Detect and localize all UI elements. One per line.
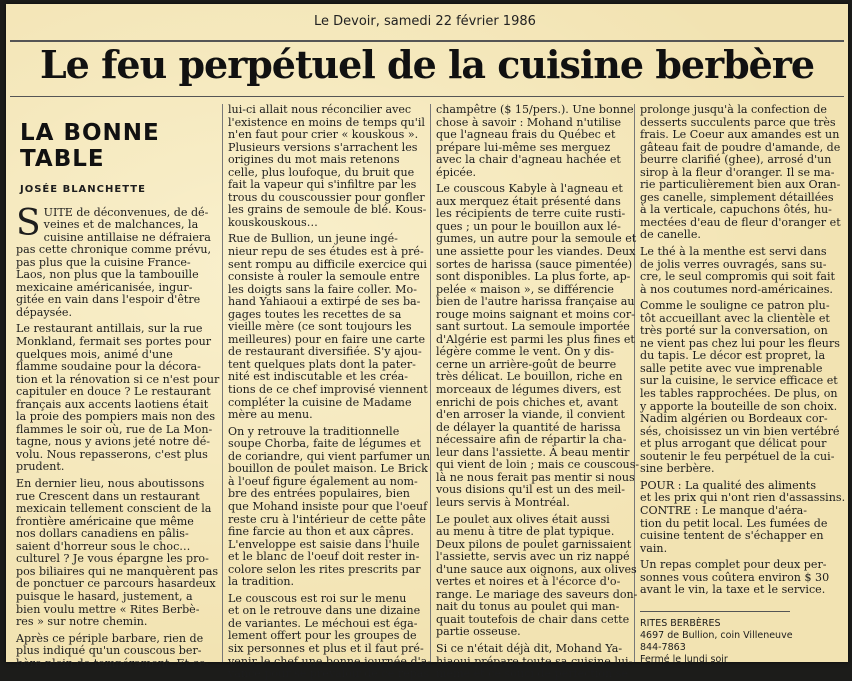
text-line: lui-ci allait nous réconcilier avec xyxy=(228,103,412,116)
text-line: Le thé à la menthe est servi dans xyxy=(640,245,827,259)
text-line: POUR : La qualité des aliments xyxy=(640,478,817,492)
text-line: flamme soudaine pour la décora- xyxy=(16,360,201,374)
text-line: cerne un arrière-goût de beurre xyxy=(436,357,617,371)
text-line: sirop à la fleur d'oranger. Il se ma- xyxy=(640,165,835,179)
text-line: vous disions qu'il est un des meil- xyxy=(436,483,626,497)
text-line: Le poulet aux olives était aussi xyxy=(436,512,610,526)
text-line: chose à savoir : Mohand n'utilise xyxy=(436,115,622,129)
text-line: culturel ? Je vous épargne les pro- xyxy=(16,552,209,566)
article-column-2 xyxy=(228,103,431,681)
text-line: la tradition. xyxy=(228,575,295,589)
text-line: et on le retrouve dans une dizaine xyxy=(228,604,421,618)
text-line: nos dollars canadiens en pâlis- xyxy=(16,527,189,541)
text-line: sine berbère. xyxy=(640,462,715,476)
text-line: Comme le souligne ce patron plu- xyxy=(640,299,830,313)
text-line: prolonge jusqu'à la confection de xyxy=(640,103,827,116)
text-line: sant surtout. La semoule importée xyxy=(436,320,630,334)
text-line: beurre clarifié (ghee), arrosé d'un xyxy=(640,153,832,167)
text-line: gâteau fait de poudre d'amande, de xyxy=(640,140,841,154)
text-line: gumes, un autre pour la semoule et xyxy=(436,232,637,246)
text-line: six personnes et plus et il faut pré- xyxy=(228,641,424,655)
text-line: saient d'horreur sous le choc… xyxy=(16,539,191,553)
text-line: et les prix qui n'ont rien d'assassins. xyxy=(640,491,846,505)
text-line: de délayer la quantité de harissa xyxy=(436,420,621,434)
column-text xyxy=(436,103,640,681)
text-line: à l'oeuf figure également au nom- xyxy=(228,474,418,488)
newspaper-clipping xyxy=(6,4,848,681)
text-line: leur dans l'assiette. À beau mentir xyxy=(436,445,630,459)
text-line: colore selon les rites prescrits par xyxy=(228,562,421,576)
text-line: légère comme le vent. On y dis- xyxy=(436,345,614,359)
text-line: origines du mot mais retenons xyxy=(228,153,400,167)
text-line: Nadim algérien ou Bordeaux cor- xyxy=(640,412,828,426)
text-line: bouillon de poulet maison. Le Brick xyxy=(228,462,428,476)
text-line: volu. Nous repasserons, c'est plus xyxy=(16,447,208,461)
text-line: frontière américaine que même xyxy=(16,514,194,528)
text-line: quait toutefois de chair dans cette xyxy=(436,612,630,626)
text-line: morceaux de légumes divers, est xyxy=(436,383,621,397)
restaurant-info xyxy=(640,618,840,666)
text-line: L'enveloppe est saisie dans l'huile xyxy=(228,537,420,551)
column-text xyxy=(228,103,431,681)
text-line: épicée. xyxy=(436,165,477,179)
restaurant-address: 4697 de Bullion, coin Villeneuve xyxy=(640,629,793,641)
text-line: mexicain tellement conscient de la xyxy=(16,502,212,516)
text-line: lement offert pour les groupes de xyxy=(228,629,417,643)
text-line: cuisine tentent de s'échapper en xyxy=(640,529,824,543)
text-line: tôt accueillant avec la clientèle et xyxy=(640,311,830,325)
text-line: bien de l'autre harissa française au xyxy=(436,295,635,309)
text-line: là ne nous ferait pas mentir si nous xyxy=(436,470,635,484)
text-line: celle, plus loufoque, du bruit que xyxy=(228,165,415,179)
text-line: ges canelle, simplement détaillées xyxy=(640,190,834,204)
column-kicker xyxy=(20,120,216,172)
text-line: Le couscous est roi sur le menu xyxy=(228,591,407,605)
text-line: desserts succulents parce que très xyxy=(640,115,836,129)
text-line: En dernier lieu, nous aboutissons xyxy=(16,477,205,491)
text-line: Monkland, fermait ses portes pour xyxy=(16,335,212,349)
text-line: cre, le seul compromis qui soit fait xyxy=(640,270,835,284)
text-line: frais. Le Coeur aux amandes est un xyxy=(640,128,840,142)
text-line: compléter la cuisine de Madame xyxy=(228,395,412,409)
text-line: kouskouskous… xyxy=(228,215,318,229)
text-line: hiaoui prépare toute sa cuisine lui- xyxy=(436,654,633,668)
article-headline: Le feu perpétuel de la cuisine berbère xyxy=(39,42,815,87)
text-line: gitée en vain dans l'espoir d'être xyxy=(16,293,201,307)
text-line: vance pour se prévaloir de ce repas xyxy=(228,667,430,681)
restaurant-hours: Fermé le lundi soir xyxy=(640,653,728,665)
text-line: ne vient pas chez lui pour les fleurs xyxy=(640,336,840,350)
text-line: avant le vin, la taxe et le service. xyxy=(640,583,826,597)
text-line: les tables rapprochées. De plus, on xyxy=(640,387,838,401)
text-line: nécessaire afin de répartir la cha- xyxy=(436,433,627,447)
kicker-line: LA BONNE xyxy=(20,120,160,146)
text-line: bère plein de tempérament. Et ce- xyxy=(16,656,210,670)
text-line: ques ; un pour le bouillon aux lé- xyxy=(436,219,621,233)
text-line: vertes et noires et à l'écorce d'o- xyxy=(436,575,621,589)
text-line: bre des entrées populaires, bien xyxy=(228,487,410,501)
text-line: nieur repu de ses études est à pré- xyxy=(228,245,424,259)
text-line: leurs servis à Montréal. xyxy=(436,495,570,509)
text-line: à nos coutumes nord-américaines. xyxy=(640,282,833,296)
text-line: que Mohand insiste pour que l'oeuf xyxy=(228,499,428,513)
text-line: vain. xyxy=(640,541,668,555)
column-text xyxy=(16,202,220,671)
text-line: avec la chair d'agneau hachée et xyxy=(436,153,621,167)
text-line: meilleures) pour en faire une carte xyxy=(228,332,426,346)
text-line: Si ce n'était déjà dit, Mohand Ya- xyxy=(436,641,623,655)
text-line: On y retrouve la traditionnelle xyxy=(228,424,400,438)
text-line: et le blanc de l'oeuf doit rester in- xyxy=(228,550,420,564)
text-line: partie osseuse. xyxy=(436,625,521,639)
text-line: tent quelques plats dont la pater- xyxy=(228,357,416,371)
text-line: les grains de semoule de blé. Kous- xyxy=(228,203,427,217)
text-line: à la verticale, capuchons ôtés, hu- xyxy=(640,203,832,217)
text-line: res » sur notre chemin. xyxy=(16,615,148,629)
text-line: pas plus que la cuisine France- xyxy=(16,255,191,269)
text-line: trous du couscoussier pour gonfler xyxy=(228,190,425,204)
text-line: CONTRE : Le manque d'aéra- xyxy=(640,503,808,517)
text-line: d'une sauce aux oignons, aux olives xyxy=(436,562,637,576)
text-line: champêtre ($ 15/pers.). Une bonne xyxy=(436,103,634,116)
text-line: très délicat. Le bouillon, riche en xyxy=(436,370,623,384)
text-line: sont disponibles. La plus forte, ap- xyxy=(436,270,631,284)
text-line: Rue de Bullion, un jeune ingé- xyxy=(228,232,398,246)
text-line: quelques mois, animé d'une xyxy=(16,347,173,361)
text-line: très porté sur la conversation, on xyxy=(640,324,828,338)
text-line: les doigts sans la faire coller. Mo- xyxy=(228,282,417,296)
text-line: sonnes vous coûtera environ $ 30 xyxy=(640,570,830,584)
text-line: venir le chef une bonne journée d'a- xyxy=(228,654,431,668)
text-line: enrichi de pois chiches et, avant xyxy=(436,395,618,409)
text-line: pos biliaires qui ne manquèrent pas xyxy=(16,564,219,578)
text-line: même et ce souci de perfection se xyxy=(436,667,629,681)
text-line: cuisine antillaise ne défraiera xyxy=(43,230,211,244)
text-line: mère au menu. xyxy=(228,408,313,422)
restaurant-name: RITES BERBÈRES xyxy=(640,617,721,629)
text-line: veines et de malchances, la xyxy=(43,218,199,232)
text-line: français aux accents laotiens était xyxy=(16,397,209,411)
text-line: Le couscous Kabyle à l'agneau et xyxy=(436,182,623,196)
text-line: puisque le hasard, justement, a xyxy=(16,589,193,603)
text-line: d'Algérie est parmi les plus fines et xyxy=(436,332,635,346)
text-line: mexicaine américanisée, ingur- xyxy=(16,280,193,294)
text-line: rue Crescent dans un restaurant xyxy=(16,489,200,503)
column-divider xyxy=(430,104,431,662)
text-line: dépaysée. xyxy=(16,305,72,319)
text-line: l'assiette, servis avec un riz nappé xyxy=(436,550,630,564)
text-line: tions de ce chef improvisé viennent xyxy=(228,383,428,397)
text-line: au menu à titre de plat typique. xyxy=(436,525,615,539)
text-line: de ponctuer ce parcours hasardeux xyxy=(16,577,216,591)
text-line: salle petite avec vue imprenable xyxy=(640,361,823,375)
text-line: tagne, nous y avions jeté notre dé- xyxy=(16,435,211,449)
text-line: consiste à rouler la semoule entre xyxy=(228,270,420,284)
text-line: gages toutes les recettes de sa xyxy=(228,307,402,321)
byline: JOSÉE BLANCHETTE xyxy=(20,184,146,195)
text-line: pas cette chronique comme prévu, xyxy=(16,243,212,257)
text-line: fine farcie au thon et aux câpres. xyxy=(228,525,414,539)
text-line: vieille mère (ce sont toujours les xyxy=(228,320,412,334)
text-line: rie particulièrement bien aux Oran- xyxy=(640,178,841,192)
text-line: tion et la rénovation si ce n'est pour xyxy=(16,372,220,386)
text-line: Le restaurant antillais, sur la rue xyxy=(16,322,203,336)
text-line: n'en faut pour crier « kouskous ». xyxy=(228,128,419,142)
article-column-3 xyxy=(436,103,640,681)
text-line: Plusieurs versions s'arrachent les xyxy=(228,140,418,154)
text-line: que l'agneau frais du Québec et xyxy=(436,128,616,142)
drop-cap: S xyxy=(16,202,41,244)
text-line: nait du tonus au poulet qui man- xyxy=(436,600,620,614)
text-line: range. Le mariage des saveurs don- xyxy=(436,587,638,601)
text-line: de variantes. Le méchoui est éga- xyxy=(228,616,418,630)
text-line: Un repas complet pour deux per- xyxy=(640,558,827,572)
kicker-line: TABLE xyxy=(20,146,105,172)
text-line: l'existence en moins de temps qu'il xyxy=(228,115,425,129)
restaurant-phone: 844-7863 xyxy=(640,641,686,653)
text-line: une assiette pour les viandes. Deux xyxy=(436,245,636,259)
text-line: de canelle. xyxy=(640,228,701,242)
text-line: y apporte la bouteille de son choix. xyxy=(640,399,838,413)
text-line: du tapis. Le décor est propret, la xyxy=(640,349,826,363)
text-line: flammes le soir où, rue de La Mon- xyxy=(16,422,213,436)
dateline: Le Devoir, samedi 22 février 1986 xyxy=(314,14,536,29)
text-line: soutenir le feu perpétuel de la cui- xyxy=(640,449,835,463)
text-line: prépare lui-même ses merguez xyxy=(436,140,611,154)
text-line: Après ce périple barbare, rien de xyxy=(16,631,204,645)
text-line: reste cru à l'intérieur de cette pâte xyxy=(228,512,426,526)
text-line: et plus arrogant que délicat pour xyxy=(640,437,827,451)
text-line: sés, choisissez un vin bien vertébré xyxy=(640,424,840,438)
text-line: d'en arroser la viande, il convient xyxy=(436,408,626,422)
text-line: sortes de harissa (sauce pimentée) xyxy=(436,257,633,271)
text-line: mectées d'eau de fleur d'oranger et xyxy=(640,215,841,229)
text-line: qui vient de loin ; mais ce couscous- xyxy=(436,458,640,472)
column-divider xyxy=(222,104,223,662)
text-line: plus indiqué qu'un couscous ber- xyxy=(16,644,202,658)
text-line: de restaurant diversifiée. S'y ajou- xyxy=(228,345,422,359)
text-line: tion du petit local. Les fumées de xyxy=(640,516,828,530)
text-line: Laos, non plus que la tambouille xyxy=(16,268,199,282)
text-line: fait la vapeur qui s'infiltre par les xyxy=(228,178,417,192)
text-line: pelée « maison », se différencie xyxy=(436,282,614,296)
column-text xyxy=(640,103,846,597)
headline-rule xyxy=(10,96,844,97)
text-line: nité est indiscutable et les créa- xyxy=(228,370,409,384)
text-line: UITE de déconvenues, de dé- xyxy=(43,205,209,219)
text-line: de coriandre, qui vient parfumer un xyxy=(228,449,431,463)
text-line: bien voulu mettre « Rites Berbè- xyxy=(16,602,200,616)
text-line: aux merquez était présenté dans xyxy=(436,194,621,208)
text-line: sent rompu au difficile exercice qui xyxy=(228,257,427,271)
column-divider xyxy=(634,104,635,662)
text-line: rouge moins saignant et moins cor- xyxy=(436,307,635,321)
text-line: prudent. xyxy=(16,460,65,474)
text-line: la proie des pompiers mais non des xyxy=(16,410,216,424)
text-line: les récipients de terre cuite rusti- xyxy=(436,207,626,221)
text-line: soupe Chorba, faite de légumes et xyxy=(228,437,421,451)
text-line: de jolis verres ouvragés, sans su- xyxy=(640,257,827,271)
text-line: hand Yahiaoui a extirpé de ses ba- xyxy=(228,295,421,309)
text-line: sur la cuisine, le service efficace et xyxy=(640,374,838,388)
article-column-1 xyxy=(16,104,220,670)
article-column-4 xyxy=(640,103,846,666)
text-line: capituler en douce ? Le restaurant xyxy=(16,385,211,399)
info-rule xyxy=(640,611,790,612)
text-line: Deux pilons de poulet garnissaient xyxy=(436,537,632,551)
